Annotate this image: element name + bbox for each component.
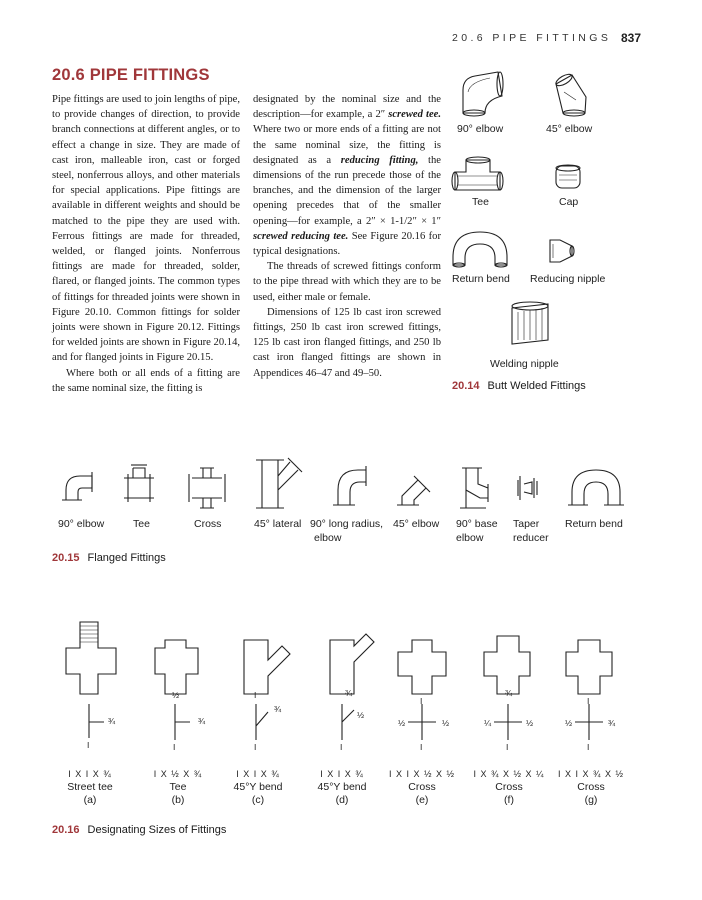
dim-mark: ¾ bbox=[345, 688, 353, 698]
label-cap: Cap bbox=[559, 196, 579, 208]
running-title: 20.6 PIPE FITTINGS bbox=[452, 32, 612, 44]
fitting-name: Cross bbox=[577, 781, 605, 793]
y-bend-c-drawing bbox=[244, 640, 290, 740]
emphasis: screwed reducing tee. bbox=[253, 230, 349, 242]
fitting-letter: (a) bbox=[83, 794, 97, 806]
label-90-base: 90° base bbox=[456, 518, 498, 530]
fitting-item-c bbox=[220, 768, 296, 807]
flanged-long-radius-elbow-drawing bbox=[333, 466, 366, 505]
dim-mark: I bbox=[420, 742, 423, 752]
label-reducing-nipple: Reducing nipple bbox=[530, 273, 606, 285]
label-taper: Taper bbox=[513, 518, 540, 530]
size-designation: I X I X ¾ bbox=[320, 769, 364, 779]
flanged-base-elbow-drawing bbox=[460, 468, 488, 508]
cross-e-drawing bbox=[398, 640, 446, 740]
label-tee: Tee bbox=[133, 518, 150, 530]
fitting-item-b bbox=[140, 768, 216, 807]
size-designation: I X I X ¾ bbox=[68, 769, 112, 779]
fitting-name: Tee bbox=[169, 781, 187, 793]
label-45-elbow: 45° elbow bbox=[393, 518, 440, 530]
fitting-item-f bbox=[468, 768, 550, 807]
label-90-elbow: 90° elbow bbox=[58, 518, 105, 530]
butt-45-elbow-drawing bbox=[554, 72, 586, 116]
dim-mark: I bbox=[87, 740, 90, 750]
fitting-name: Cross bbox=[495, 781, 523, 793]
figure-number: 20.14 bbox=[452, 380, 480, 392]
label-reducer: reducer bbox=[513, 532, 549, 544]
caption-text: Butt Welded Fittings bbox=[487, 380, 586, 392]
cross-g-drawing bbox=[566, 640, 612, 740]
butt-return-bend-drawing bbox=[453, 232, 507, 267]
fitting-item-e bbox=[384, 768, 460, 807]
paragraph: Where both or all ends of a fitting are the same nominal size, the fitting is bbox=[52, 367, 240, 394]
fitting-letter: (b) bbox=[171, 794, 185, 806]
label-long-radius-elbow: elbow bbox=[314, 532, 342, 544]
fitting-name: 45°Y bend bbox=[233, 781, 283, 793]
figure-20-14-caption bbox=[452, 380, 586, 392]
fitting-item-a bbox=[50, 768, 130, 807]
label-tee: Tee bbox=[472, 196, 489, 208]
dim-mark: ½ bbox=[172, 690, 180, 700]
y-bend-d-drawing bbox=[330, 634, 374, 740]
figure-number: 20.16 bbox=[52, 824, 80, 836]
size-designation: I X I X ½ X ½ bbox=[388, 769, 456, 779]
caption-text: Designating Sizes of Fittings bbox=[87, 824, 227, 836]
figure-number: 20.15 bbox=[52, 552, 80, 564]
fitting-name: 45°Y bend bbox=[317, 781, 367, 793]
dim-mark: I bbox=[340, 742, 343, 752]
flanged-taper-reducer-drawing bbox=[518, 476, 537, 500]
emphasis: reducing fitting, bbox=[340, 154, 419, 166]
size-designation: I X ½ X ¾ bbox=[153, 769, 203, 779]
figure-20-15-caption bbox=[52, 552, 166, 564]
dim-mark: ¾ bbox=[505, 688, 513, 698]
page-number: 837 bbox=[621, 31, 642, 45]
dim-mark: ½ bbox=[565, 718, 573, 728]
dim-mark: ½ bbox=[442, 718, 450, 728]
text-run: the dimensions of the run precede those of the branches, and the dimension of the larger opening precedes that of the smaller opening—for example, a 2″ × 1-1/2″ × 1″ bbox=[253, 154, 441, 227]
label-return-bend: Return bend bbox=[452, 273, 510, 285]
label-return-bend: Return bend bbox=[565, 518, 623, 530]
butt-90-elbow-drawing bbox=[463, 72, 503, 116]
size-designation: I X I X ¾ X ½ bbox=[557, 769, 625, 779]
dim-mark: ½ bbox=[398, 718, 406, 728]
fitting-letter: (g) bbox=[584, 794, 598, 806]
label-welding-nipple: Welding nipple bbox=[490, 358, 559, 370]
fitting-item-g bbox=[550, 768, 632, 807]
dim-mark: I bbox=[173, 742, 176, 752]
flanged-90-elbow-drawing bbox=[62, 472, 92, 500]
butt-tee-drawing bbox=[452, 157, 503, 190]
flanged-tee-drawing bbox=[124, 465, 154, 502]
fitting-letter: (c) bbox=[251, 794, 265, 806]
size-designation: I X ¾ X ½ X ¼ bbox=[473, 769, 545, 779]
fitting-name: Street tee bbox=[67, 781, 113, 793]
dim-mark: I bbox=[506, 742, 509, 752]
label-cross: Cross bbox=[194, 518, 222, 530]
fitting-letter: (d) bbox=[335, 794, 349, 806]
paragraph: The threads of screwed fittings conform to the pipe thread with which they are to be used, either male or female. bbox=[253, 261, 441, 303]
text-run: designated by the nominal size and the description—for example, a 2″ bbox=[253, 94, 441, 121]
label-base-elbow: elbow bbox=[456, 532, 484, 544]
label-45-elbow: 45° elbow bbox=[546, 123, 593, 135]
dim-mark: ¾ bbox=[274, 704, 282, 714]
dim-mark: I bbox=[587, 696, 590, 706]
dim-mark: I bbox=[254, 690, 257, 700]
dim-mark: ¾ bbox=[198, 716, 206, 726]
butt-cap-drawing bbox=[556, 165, 580, 188]
butt-welding-nipple-drawing bbox=[512, 302, 548, 344]
label-90-long-radius: 90° long radius, bbox=[310, 518, 384, 530]
fitting-item-d bbox=[304, 768, 380, 807]
paragraph: Pipe fittings are used to join lengths of pipe, to provide changes of direction, to provide branch connections at different angles, or to effect a change in size. They are made of cast iron, malleable iron, cast or forged steel, nonferrous alloys, and other materials for special applications. Pipe fittings are available in different weights and should be matched to the pipe they are used with. Ferrous fittings are made for threaded, welded, or flanged joints. Nonferrous fittings are made for threaded, solder, flared, or flanged joints. The common types of fittings for threaded joints were shown in Figure 20.10. Common fittings for solder joints were shown in Figure 20.12. Fittings for welded joints are shown in Figure 20.14, and for flanged joints in Figure 20.15. bbox=[52, 94, 241, 364]
flanged-cross-drawing bbox=[189, 468, 225, 508]
dim-mark: I bbox=[587, 742, 590, 752]
dim-mark: ¾ bbox=[108, 716, 116, 726]
label-45-lateral: 45° lateral bbox=[254, 518, 302, 530]
fitting-letter: (f) bbox=[504, 794, 514, 806]
text-run: See Figure 20.16 for typical designations. bbox=[253, 230, 441, 258]
dim-mark: ¾ bbox=[608, 718, 616, 728]
caption-text: Flanged Fittings bbox=[87, 552, 166, 564]
flanged-45-elbow-drawing bbox=[397, 476, 430, 505]
paragraph: Dimensions of 125 lb cast iron screwed fittings, 250 lb cast iron screwed fittings, 125 lb cast iron flanged fittings, and 250 lb cast iron flanged fittings are shown in Appendices 46–47 and 49–50. bbox=[253, 306, 441, 379]
label-90-elbow: 90° elbow bbox=[457, 123, 504, 135]
flanged-return-bend-drawing bbox=[568, 470, 624, 505]
dim-mark: I bbox=[420, 696, 423, 706]
dim-mark: ¼ bbox=[484, 718, 492, 728]
size-designation: I X I X ¾ bbox=[236, 769, 280, 779]
flanged-45-lateral-drawing bbox=[256, 458, 302, 508]
section-title: 20.6 PIPE FITTINGS bbox=[52, 66, 210, 84]
dim-mark: I bbox=[254, 742, 257, 752]
fitting-letter: (e) bbox=[415, 794, 429, 806]
emphasis: screwed tee. bbox=[388, 109, 441, 121]
dim-mark: ½ bbox=[526, 718, 534, 728]
dim-mark: ½ bbox=[357, 710, 365, 720]
text-run: Where two or more ends of a fitting are not the same nominal size, the fitting is designated as a bbox=[253, 124, 441, 166]
butt-reducing-nipple-drawing bbox=[550, 240, 574, 262]
figure-20-16-caption bbox=[52, 824, 226, 836]
fitting-name: Cross bbox=[408, 781, 436, 793]
